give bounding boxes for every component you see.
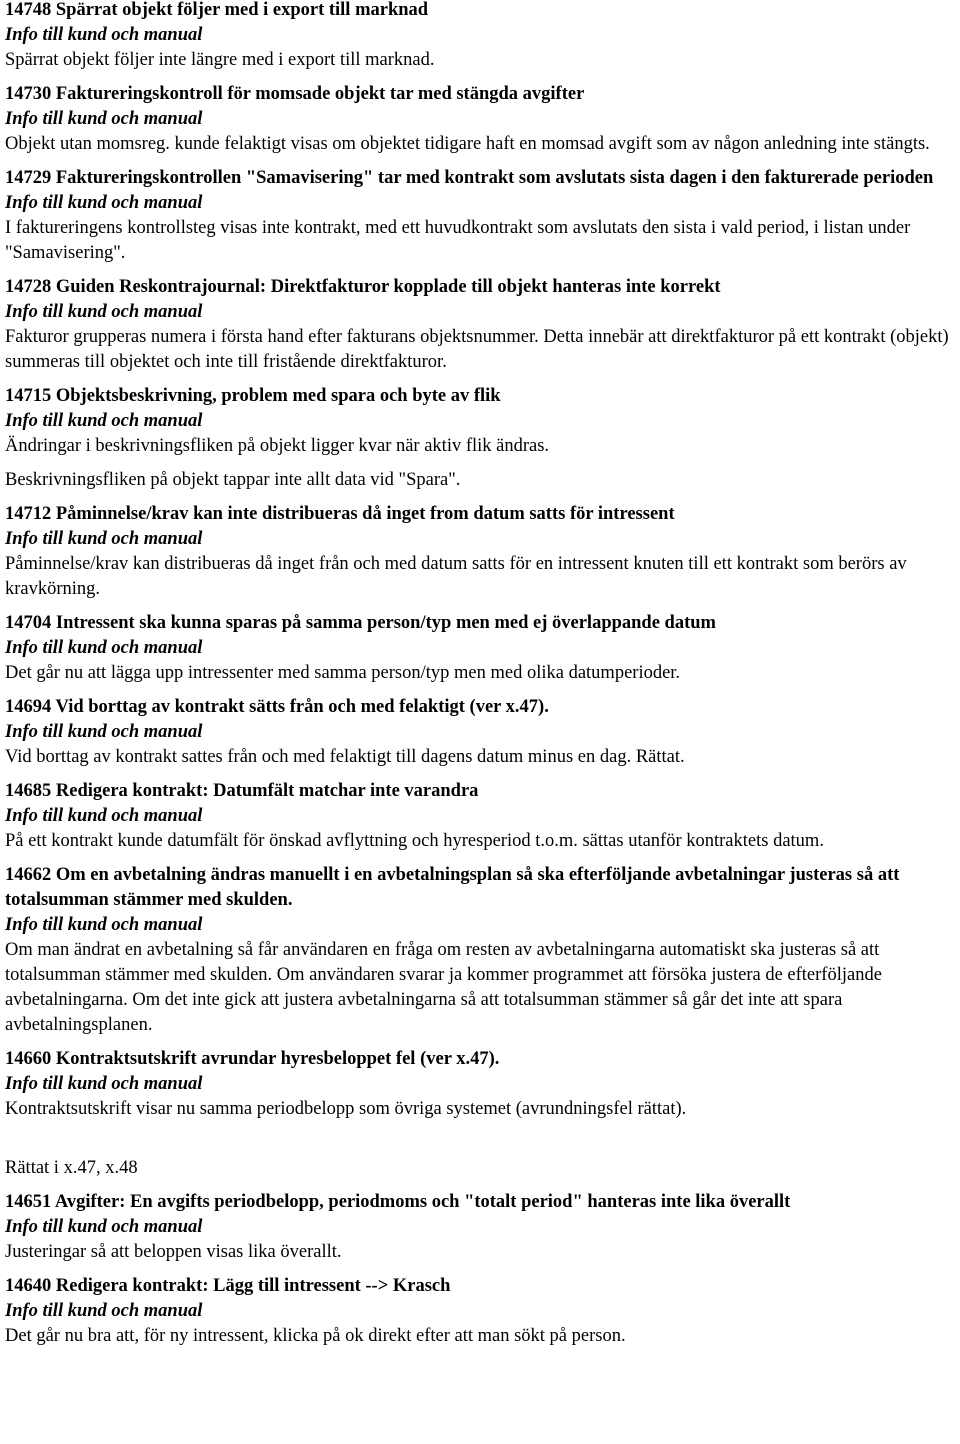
entry-title: 14712 Påminnelse/krav kan inte distribueras då inget from datum satts för intressent [5,504,675,524]
entry-paragraph: Fakturor grupperas numera i första hand efter fakturans objektsnummer. Detta innebär att direktfakturor på ett kontrakt (objekt) summeras till objektet och inte till fristående direktfakturor. [5,327,949,372]
entry-paragraph: Det går nu bra att, för ny intressent, klicka på ok direkt efter att man sökt på person. [5,1326,626,1346]
entry-subtitle: Info till kund och manual [5,638,203,658]
entry-14685 [5,779,955,854]
entry-paragraph: Objekt utan momsreg. kunde felaktigt visas om objektet tidigare haft en momsad avgift som av någon anledning inte stängts. [5,134,930,154]
entry-subtitle: Info till kund och manual [5,109,203,129]
entry-title: 14660 Kontraktsutskrift avrundar hyresbeloppet fel (ver x.47). [5,1049,500,1069]
entry-paragraph: I faktureringens kontrollsteg visas inte kontrakt, med ett huvudkontrakt som avslutats den sista i vald period, i listan under "Samavisering". [5,218,911,263]
entry-subtitle: Info till kund och manual [5,193,203,213]
entry-title: 14730 Faktureringskontroll för momsade objekt tar med stängda avgifter [5,84,585,104]
entry-title: 14715 Objektsbeskrivning, problem med spara och byte av flik [5,386,501,406]
entry-14728 [5,275,955,375]
entry-paragraph: Spärrat objekt följer inte längre med i export till marknad. [5,50,435,70]
entry-14712 [5,502,955,602]
entry-subtitle: Info till kund och manual [5,1301,203,1321]
entry-subtitle: Info till kund och manual [5,529,203,549]
entry-title: 14694 Vid borttag av kontrakt sätts från och med felaktigt (ver x.47). [5,697,549,717]
entry-subtitle: Info till kund och manual [5,722,203,742]
entry-14748 [5,0,955,73]
entry-title: 14651 Avgifter: En avgifts periodbelopp, periodmoms och "totalt period" hanteras inte lika överallt [5,1192,791,1212]
entry-14640 [5,1274,955,1349]
entry-title: 14662 Om en avbetalning ändras manuellt i en avbetalningsplan så ska efterföljande avbetalningar justeras så att totalsumman stämmer med skulden. [5,865,900,910]
entry-14715 [5,384,955,493]
entry-subtitle: Info till kund och manual [5,1217,203,1237]
entry-14662 [5,863,955,1038]
entry-title: 14728 Guiden Reskontrajournal: Direktfakturor kopplade till objekt hanteras inte korrekt [5,277,721,297]
entry-title: 14704 Intressent ska kunna sparas på samma person/typ men med ej överlappande datum [5,613,716,633]
entry-paragraph: Beskrivningsfliken på objekt tappar inte allt data vid "Spara". [5,470,461,490]
entry-subtitle: Info till kund och manual [5,1074,203,1094]
entry-paragraph: Det går nu att lägga upp intressenter med samma person/typ men med olika datumperioder. [5,663,681,683]
entry-14660 [5,1047,955,1181]
entry-title: 14729 Faktureringskontrollen "Samavisering" tar med kontrakt som avslutats sista dagen i den fakturerade perioden [5,168,934,188]
entry-paragraph: Kontraktsutskrift visar nu samma periodbelopp som övriga systemet (avrundningsfel rättat). [5,1099,687,1119]
entry-subtitle: Info till kund och manual [5,25,203,45]
entry-title: 14640 Redigera kontrakt: Lägg till intressent --> Krasch [5,1276,451,1296]
entry-title: 14685 Redigera kontrakt: Datumfält matchar inte varandra [5,781,479,801]
entry-14730 [5,82,955,157]
entry-paragraph: Vid borttag av kontrakt sattes från och med felaktigt till dagens datum minus en dag. Rättat. [5,747,685,767]
entry-note: Rättat i x.47, x.48 [5,1158,138,1178]
entry-paragraph: Ändringar i beskrivningsfliken på objekt ligger kvar när aktiv flik ändras. [5,436,550,456]
entry-subtitle: Info till kund och manual [5,411,203,431]
entry-14729 [5,166,955,266]
entry-paragraph: Justeringar så att beloppen visas lika överallt. [5,1242,342,1262]
entry-title: 14748 Spärrat objekt följer med i export till marknad [5,0,429,20]
entry-subtitle: Info till kund och manual [5,806,203,826]
entry-paragraph: På ett kontrakt kunde datumfält för önskad avflyttning och hyresperiod t.o.m. sättas utanför kontraktets datum. [5,831,824,851]
entry-14704 [5,611,955,686]
entry-paragraph: Om man ändrat en avbetalning så får användaren en fråga om resten av avbetalningarna automatiskt ska justeras så att totalsumman stämmer med skulden. Om användaren svarar ja kommer programmet att försöka justera de efterföljande avbetalningarna. Om det inte gick att justera avbetalningarna så att totalsumman stämmer så går det inte att spara avbetalningsplanen. [5,940,882,1035]
entry-subtitle: Info till kund och manual [5,302,203,322]
entry-14651 [5,1190,955,1265]
entry-14694 [5,695,955,770]
entry-subtitle: Info till kund och manual [5,915,203,935]
entry-paragraph: Påminnelse/krav kan distribueras då inget från och med datum satts för en intressent knuten till ett kontrakt som berörs av kravkörning. [5,554,907,599]
